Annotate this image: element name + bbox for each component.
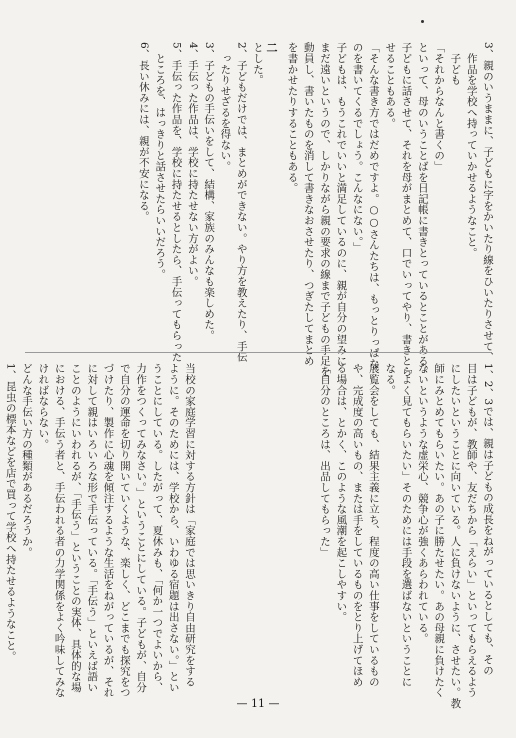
top-right-text-column: 3、親のいうままに、子どもに字をかいたり線をひいたりさせて、 作品を学校へ持っていかせるようなこと。 子ども 「それからなんと書くの」 といって、母のいうことばを日記帳に書きとっているとことがある。 子どもに話させて、それを母がまとめて、口でいってやり、書きとら せることもある。 「そんな書き方ではだめですよ。○○さんたちは、もっとりっぱな のを書いてくるでしょう。こんなにない。」 子どもは、もうこれでいいと満足しているのに、親が自分の望みに まだ遠いというので、しかりながら親の要求の線まで子どもの手足を 動員し、書いたものを消して書きなおさせたり、つぎたしてまとめ を書かせたりすることもある。 <box>286 42 494 377</box>
page-number: — 11 — <box>236 697 280 710</box>
bottom-right-text-column: 1、2、3では、親は子どもの成長をねがっているとしても、その 目は子どもが、教師や、友だちから「えらい」といってもらえるよう にしたいということに向いている。人に負けないように、させたい。教 師にみとめてもらいたい。あの子に勝たせたい。あの母親に負けたく ないというような虚栄心、競争心が強くあらわれている。 「よく見てもらいたい」そのためには手段を選ばないということに なる。 展覧会をしても、結果主義に立ち、程度の高い仕事をしているもの や、完成度の高いもの、または手をしているものをとり上げてほめ る場合は、とかく、このような風潮を起こしやすい。 「自分のところは、出品してもらった」 <box>319 363 494 709</box>
top-left-text-column: とした。 2、子どもだけでは、まとめができない。やり方を教えたり、手伝 ったりせざるを得ない。 3、子どもの手伝いをして、結構、家族のみんなも楽しめた。 4、手伝った作品は、学校に持たせない方がよい。 5、手伝った作品を、学校に持たせるとしたら、手伝ってもらった ところを、はっきりと話させたらいいだろう。 6、長い休みには、親が不安になる。 <box>137 42 264 363</box>
dot-mark <box>421 20 424 23</box>
horizontal-divider <box>25 352 491 353</box>
section-heading: 二 <box>265 42 278 53</box>
bottom-left-text-column: 当校の家庭学習に対する方針は「家庭では思いきり自由研究をする ように。そのためには、学校から、いわゆる宿題は出さない。」とい うことにしている。したがって、夏休みも、「何か一つでよいから、 力作をつくってみなさい。」ということにしている。子どもが、自分 で自分の運命を切り開いていくような、楽しく、どこまでも探究をつ づけたり、製作に心魂を傾注するような生活をねがっているが、それ に対して親はいろいろな形で手伝っている。「手伝う」といえば語い ことのようにいわれるが、「手伝う」ということの実体、具体的な場 における、手伝う者と、手伝われる者の力学関係をよく吟味してみな ければならない。 どんな手伝い方の種類があるだろうか。 1、昆虫の標本などを店で買って学校へ持たせるようなこと。 <box>4 363 196 698</box>
